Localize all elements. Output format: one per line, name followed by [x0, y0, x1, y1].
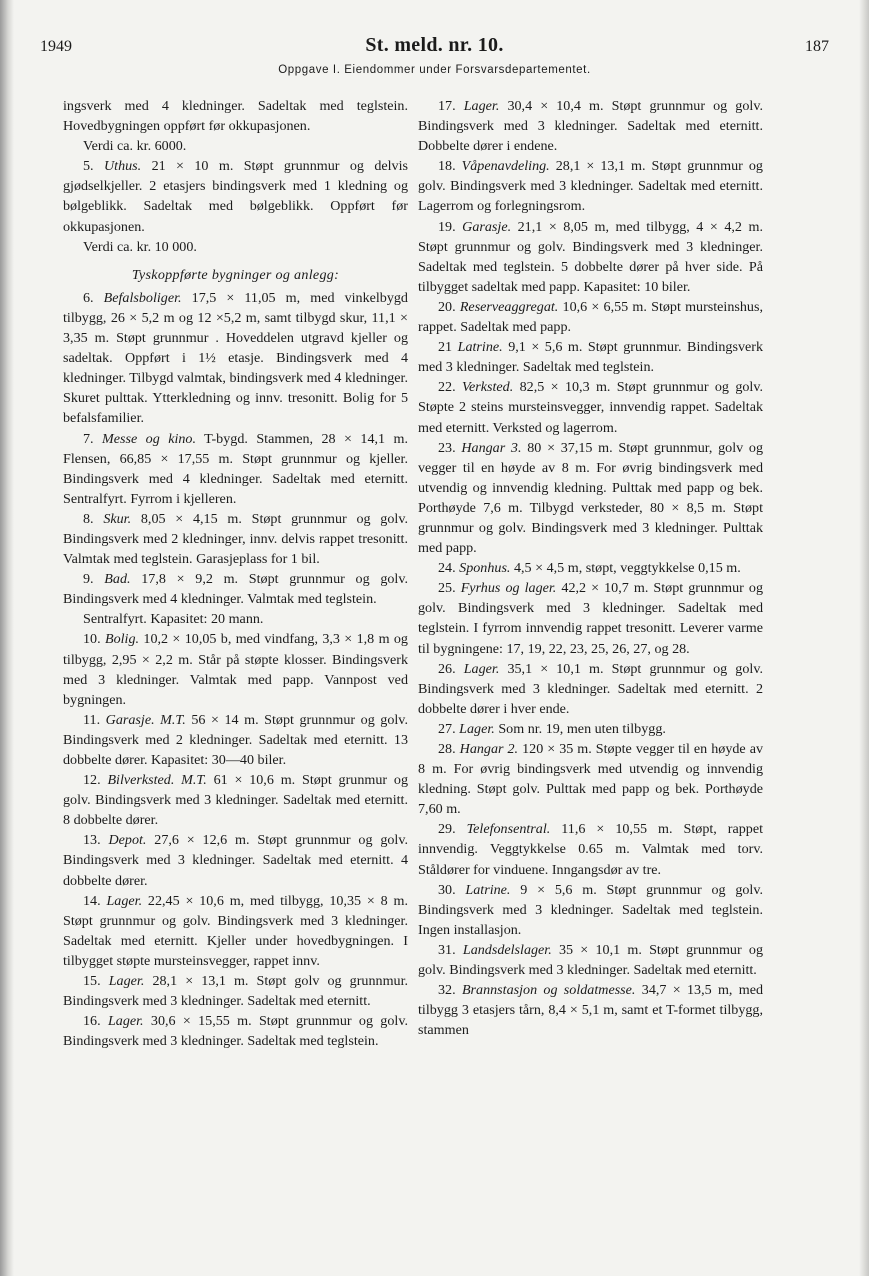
entry-8: 8. Skur. 8,05 × 4,15 m. Støpt grunnmur og golv. Bindingsverk med 2 kledninger, innv. delvis rappet tresonitt. Valmtak med teglstein. Garasjeplass for 1 bil.	[63, 510, 408, 568]
entry-32: 32. Brannstasjon og soldatmesse. 34,7 × 13,5 m, med tilbygg 3 etasjers tårn, 8,4 × 5,1 m, samt et T-formet tilbygg, stammen	[418, 982, 763, 1039]
entry-19: 19. Garasje. 21,1 × 8,05 m, med tilbygg, 4 × 4,2 m. Støpt grunnmur og golv. Bindingsverk med 3 kledninger. Sadeltak med teglstein. 5 dobbelte dører på hver side. På tilbygget sadeltak med papp. Kapasitet: 10 biler.	[418, 218, 763, 295]
entry-21: 21 Latrine. 9,1 × 5,6 m. Støpt grunnmur. Bindingsverk med 3 kledninger. Sadeltak med teglstein.	[418, 339, 764, 376]
entry-18: 18. Våpenavdeling. 28,1 × 13,1 m. Støpt grunnmur og golv. Bindingsverk med 3 kledninger. Sadeltak med eternitt. Lagerrom og forlegningsrom.	[418, 158, 763, 215]
paragraph: ingsverk med 4 kledninger. Sadeltak med teglstein. Hovedbygningen oppført før okkupasjonen.	[63, 98, 408, 135]
left-column	[63, 96, 408, 1051]
entry-16: 16. Lager. 30,6 × 15,55 m. Støpt grunnmur og golv. Bindingsverk med 3 kledninger. Sadeltak med teglstein.	[63, 1013, 408, 1050]
entry-17: 17. Lager. 30,4 × 10,4 m. Støpt grunnmur og golv. Bindingsverk med 3 kledninger. Sadeltak med eternitt. Dobbelte dører i endene.	[418, 98, 763, 155]
entry-7: 7. Messe og kino. T-bygd. Stammen, 28 × 14,1 m. Flensen, 66,85 × 17,55 m. Støpt grunnmur og kjeller. Bindingsverk med 4 kledninger. Sadeltak med eternitt. Sentralfyrt. Fyrrom i kjelleren.	[63, 430, 408, 507]
entry-29: 29. Telefonsentral. 11,6 × 10,55 m. Støpt, rappet innvendig. Veggtykkelse 0.65 m. Valmtak med torv. Ståldører for vinduene. Inngangsdør av tre.	[418, 821, 764, 878]
paragraph: Verdi ca. kr. 10 000.	[83, 238, 197, 255]
entry-9: 9. Bad. 17,8 × 9,2 m. Støpt grunnmur og golv. Bindingsverk med 4 kledninger. Valmtak med teglstein.	[63, 571, 408, 608]
entry-5: 5. Uthus. 21 × 10 m. Støpt grunnmur og delvis gjødselkjeller. 2 etasjers bindingsverk med 1 kledning og bølgeblikk. Sadeltak med bølgeblikk. Oppført før okkupasjonen.	[63, 158, 408, 235]
entry-12: 12. Bilverksted. M.T. 61 × 10,6 m. Støpt grunmur og golv. Bindingsverk med 3 kledninger. Sadeltak med eternitt. 8 dobbelte dører.	[63, 772, 408, 829]
entry-27: 27. Lager. Som nr. 19, men uten tilbygg.	[438, 720, 666, 737]
right-column	[418, 96, 763, 1040]
entry-14: 14. Lager. 22,45 × 10,6 m, med tilbygg, 10,35 × 8 m. Støpt grunnmur og golv. Bindingsverk med 3 kledninger. Sadeltak med eternitt. Kjeller under hovedbygningen. I tilbygget støpte mursteinsvegger, rappet innv.	[63, 892, 409, 969]
page-title: St. meld. nr. 10.	[365, 34, 504, 56]
entry-25: 25. Fyrhus og lager. 42,2 × 10,7 m. Støpt grunnmur og golv. Bindingsverk med 3 kledninger. Sadeltak med teglstein. I fyrrom innvendig rappet tresonitt. Leverer varme til bygningene: 17, 19, 22, 23, 25, 26, 27, og 28.	[418, 580, 763, 657]
page-edge-right	[859, 0, 869, 1276]
entry-6: 6. Befalsboliger. 17,5 × 11,05 m, med vinkelbygd tilbygg, 26 × 5,2 m og 12 ×5,2 m, samt tilbygd skur, 11,1 × 3,35 m. Støpt grunnmur . Hoveddelen utgravd kjeller og sadeltak. Oppført i 1½ etasje. Bindingsverk med 4 kledninger. Tilbygd valmtak, bindingsverk med 4 kledninger. Skuret pulttak. Ytterkledning og innv. tresonitt. Bolig for 5 befalsfamilier.	[63, 289, 408, 427]
entry-15: 15. Lager. 28,1 × 13,1 m. Støpt golv og grunnmur. Bindingsverk med 3 kledninger. Sadeltak med eternitt.	[63, 973, 409, 1010]
paragraph: Verdi ca. kr. 6000.	[83, 138, 187, 155]
entry-31: 31. Landsdelslager. 35 × 10,1 m. Støpt grunnmur og golv. Bindingsverk med 3 kledninger. Sadeltak med eternitt.	[418, 941, 763, 979]
page-edge-shadow	[0, 0, 14, 1276]
page-year: 1949	[40, 38, 72, 55]
entry-22: 22. Verksted. 82,5 × 10,3 m. Støpt grunnmur og golv. Støpte 2 steins mursteinsvegger, innvendig rappet. Sadeltak med eternitt. Verksted og lagerrom.	[418, 379, 763, 436]
entry-10: 10. Bolig. 10,2 × 10,05 b, med vindfang, 3,3 × 1,8 m og tilbygg, 2,95 × 2,2 m. Står på støpte klosser. Bindingsverk med 3 kledninger. Valmtak med papp. Vannpost ved bygningen.	[63, 631, 408, 708]
paragraph: Sentralfyrt. Kapasitet: 20 mann.	[83, 611, 264, 628]
page-number: 187	[805, 38, 829, 55]
entry-20: 20. Reserveaggregat. 10,6 × 6,55 m. Støpt mursteinshus, rappet. Sadeltak med papp.	[418, 298, 763, 336]
entry-28: 28. Hangar 2. 120 × 35 m. Støpte vegger til en høyde av 8 m. For øvrig bindingsverk med utvendig og innvendig kledning. Støpt golv. Pulttak med papp og bek. Porthøyde 7,60 m.	[418, 741, 763, 818]
page-subtitle: Oppgave I. Eiendommer under Forsvarsdepartementet.	[278, 64, 591, 76]
entry-24: 24. Sponhus. 4,5 × 4,5 m, støpt, veggtykkelse 0,15 m.	[438, 560, 741, 577]
entry-13: 13. Depot. 27,6 × 12,6 m. Støpt grunnmur og golv. Bindingsverk med 3 kledninger. Sadeltak med eternitt. 4 dobbelte dører.	[63, 832, 408, 889]
section-heading: Tyskoppførte bygninger og anlegg:	[131, 266, 340, 283]
entry-11: 11. Garasje. M.T. 56 × 14 m. Støpt grunnmur og golv. Bindingsverk med 2 kledninger. Sadeltak med eternitt. 13 dobbelte dører. Kapasitet: 30—40 biler.	[63, 711, 408, 768]
entry-23: 23. Hangar 3. 80 × 37,15 m. Støpt grunnmur, golv og vegger til en høyde av 8 m. For øvrig bindingsverk med utvendig og innvendig kledning. Pulttak med papp og bek. Porthøyde 7,6 m. Tilbygd verksteder, 80 × 8,5 m. Støpt grunnmur og golv. Bindingsverk med 3 kledninger. Pulttak med papp.	[418, 439, 764, 557]
entry-30: 30. Latrine. 9 × 5,6 m. Støpt grunnmur og golv. Bindingsverk med 3 kledninger. Sadeltak med teglstein. Ingen installasjon.	[418, 881, 763, 938]
entry-26: 26. Lager. 35,1 × 10,1 m. Støpt grunnmur og golv. Bindingsverk med 3 kledninger. Sadeltak med eternitt. 2 dobbelte dører i hver ende.	[418, 660, 763, 717]
